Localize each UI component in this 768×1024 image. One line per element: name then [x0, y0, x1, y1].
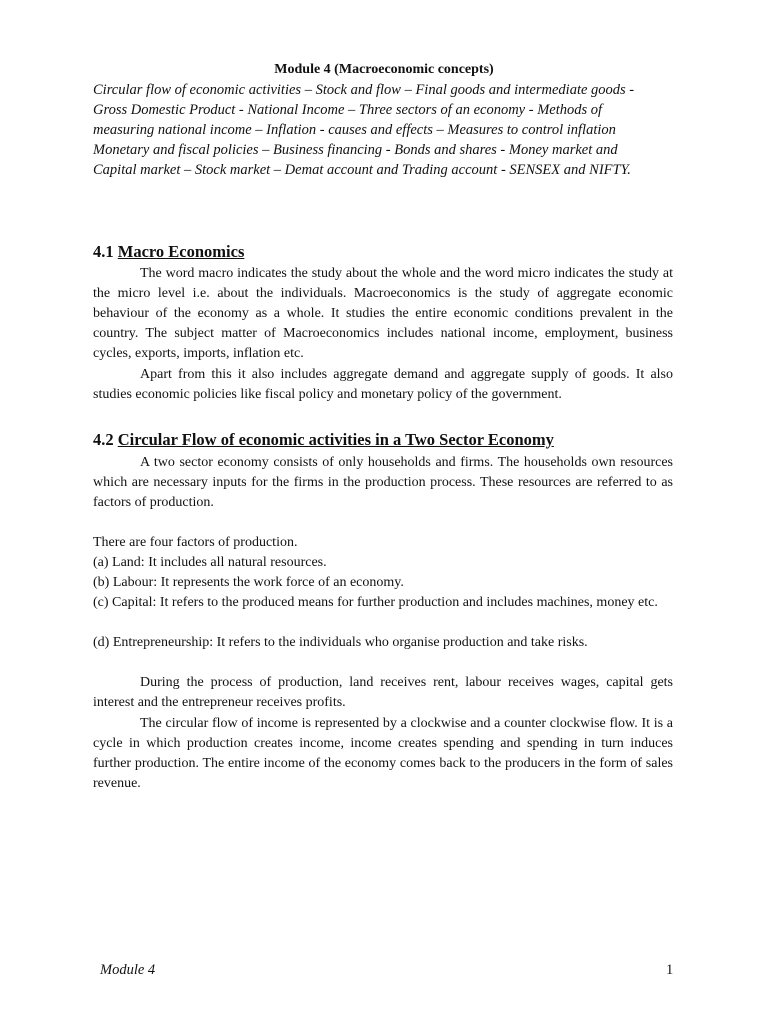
- list-item: (a) Land: It includes all natural resources.: [93, 555, 327, 570]
- list-item: (d) Entrepreneurship: It refers to the individuals who organise production and take risks.: [93, 635, 588, 650]
- paragraph: The circular flow of income is represented by a clockwise and a counter clockwise flow. It is a cycle in which production creates income, income creates spending and spending in turn induces further production. The entire income of the economy comes back to the producers in the form of sales revenue.: [93, 716, 673, 791]
- syllabus-line: Capital market – Stock market – Demat account and Trading account - SENSEX and NIFTY.: [93, 162, 631, 178]
- paragraph: The word macro indicates the study about the whole and the word micro indicates the study at the micro level i.e. about the individuals. Macroeconomics is the study of aggregate economic behaviour of the economy as a whole. It studies the entire economic conditions prevalent in the country. The subject matter of Macroeconomics includes national income, employment, business cycles, exports, imports, inflation etc.: [93, 266, 673, 361]
- paragraph: A two sector economy consists of only households and firms. The households own resources which are necessary inputs for the firms in the production process. These resources are referred to as factors of production.: [93, 455, 673, 510]
- list-item: (b) Labour: It represents the work force of an economy.: [93, 575, 404, 590]
- section-title: Circular Flow of economic activities in a Two Sector Economy: [117, 430, 554, 449]
- module-title: Module 4 (Macroeconomic concepts): [274, 62, 494, 77]
- paragraph: During the process of production, land receives rent, labour receives wages, capital gets interest and the entrepreneur receives profits.: [93, 675, 673, 710]
- list-item: (c) Capital: It refers to the produced means for further production and includes machines, money etc.: [93, 595, 658, 610]
- module-syllabus: [93, 80, 673, 180]
- section-number: 4.1: [93, 242, 114, 261]
- section-heading-4-2: [93, 430, 554, 450]
- section-heading-4-1: [93, 242, 244, 262]
- page-number: 1: [666, 962, 674, 978]
- factors-intro: There are four factors of production.: [93, 535, 298, 550]
- syllabus-line: measuring national income – Inflation - causes and effects – Measures to control inflation: [93, 122, 616, 138]
- section-number: 4.2: [93, 430, 114, 449]
- syllabus-line: Circular flow of economic activities – Stock and flow – Final goods and intermediate goods -: [93, 82, 635, 98]
- section-title: Macro Economics: [117, 242, 245, 261]
- paragraph: Apart from this it also includes aggregate demand and aggregate supply of goods. It also studies economic policies like fiscal policy and monetary policy of the government.: [93, 367, 673, 402]
- footer-label: Module 4: [100, 962, 156, 978]
- syllabus-line: Monetary and fiscal policies – Business financing - Bonds and shares - Money market and: [93, 142, 618, 158]
- syllabus-line: Gross Domestic Product - National Income – Three sectors of an economy - Methods of: [93, 102, 603, 118]
